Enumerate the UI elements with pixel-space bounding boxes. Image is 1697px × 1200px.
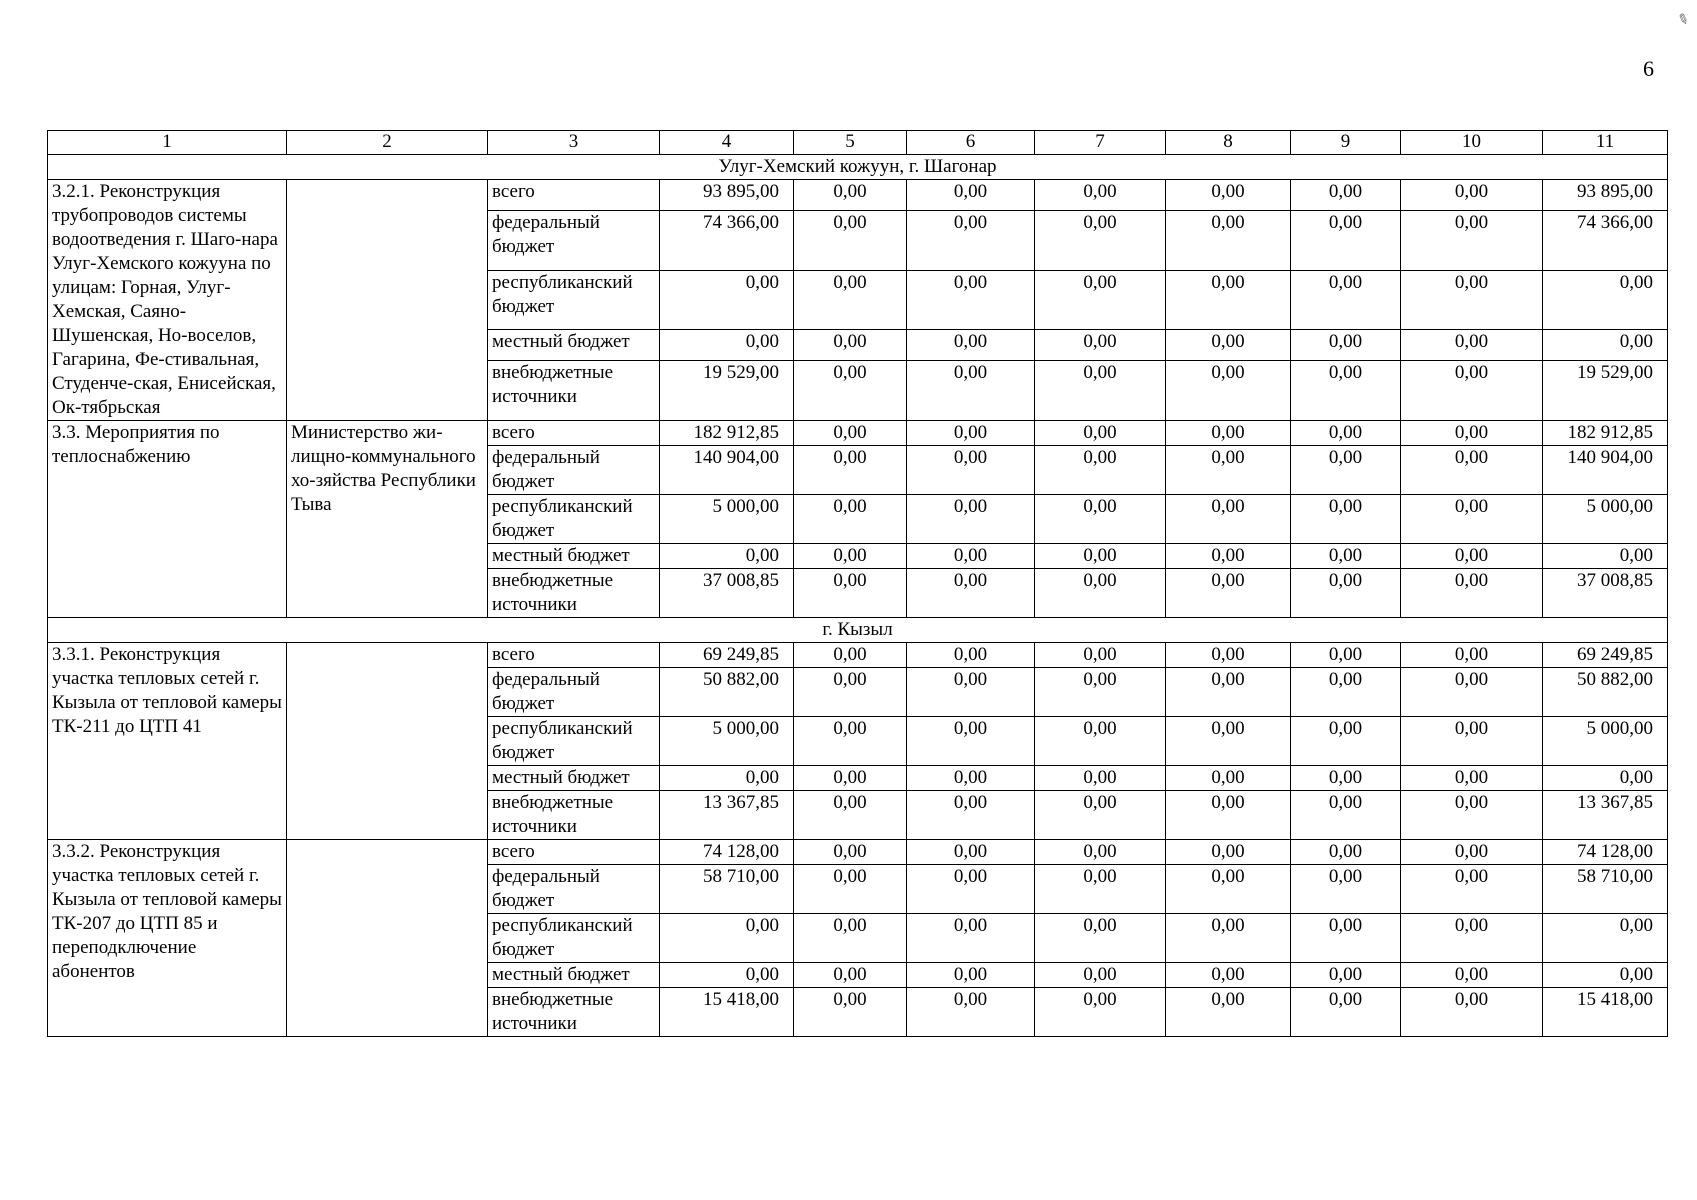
amount-cell: 0,00 (1291, 210, 1401, 270)
amount-cell: 0,00 (1291, 865, 1401, 914)
amount-cell: 0,00 (794, 766, 907, 791)
amount-cell: 0,00 (1401, 766, 1543, 791)
amount-cell: 0,00 (1291, 988, 1401, 1037)
amount-cell: 0,00 (1291, 270, 1401, 330)
amount-cell: 0,00 (794, 717, 907, 766)
amount-cell: 182 912,85 (660, 421, 794, 446)
amount-cell: 0,00 (1166, 717, 1291, 766)
column-number: 3 (488, 131, 660, 155)
page-number: 6 (1643, 56, 1654, 81)
amount-cell: 58 710,00 (660, 865, 794, 914)
amount-cell: 0,00 (794, 495, 907, 544)
amount-cell: 0,00 (907, 180, 1035, 211)
amount-cell: 0,00 (1543, 963, 1668, 988)
amount-cell: 74 128,00 (1543, 840, 1668, 865)
column-number: 9 (1291, 131, 1401, 155)
column-number-row (48, 131, 1668, 155)
funding-source-label: федеральный бюджет (488, 210, 660, 270)
amount-cell: 0,00 (1401, 210, 1543, 270)
amount-cell: 0,00 (907, 865, 1035, 914)
amount-cell: 0,00 (794, 544, 907, 569)
amount-cell: 0,00 (1543, 914, 1668, 963)
amount-cell: 19 529,00 (660, 361, 794, 421)
amount-cell: 0,00 (660, 544, 794, 569)
amount-cell: 0,00 (1401, 330, 1543, 361)
funding-source-label: федеральный бюджет (488, 865, 660, 914)
column-number: 5 (794, 131, 907, 155)
section-header-row (48, 155, 1668, 180)
amount-cell: 0,00 (1035, 421, 1166, 446)
funding-source-label: всего (488, 180, 660, 211)
section-title: г. Кызыл (48, 618, 1668, 643)
amount-cell: 0,00 (1166, 569, 1291, 618)
amount-cell: 0,00 (1035, 791, 1166, 840)
column-number: 4 (660, 131, 794, 155)
measure-name: 3.3.2. Реконструкция участка тепловых сетей г. Кызыла от тепловой камеры ТК-207 до ЦТП 85 и переподключение абонентов (48, 840, 287, 1037)
amount-cell: 0,00 (794, 210, 907, 270)
amount-cell: 0,00 (1035, 643, 1166, 668)
amount-cell: 0,00 (1166, 544, 1291, 569)
amount-cell: 0,00 (660, 963, 794, 988)
funding-source-label: республиканский бюджет (488, 495, 660, 544)
amount-cell: 0,00 (1035, 361, 1166, 421)
amount-cell: 0,00 (794, 569, 907, 618)
funding-source-label: внебюджетные источники (488, 988, 660, 1037)
funding-source-label: местный бюджет (488, 963, 660, 988)
amount-cell: 0,00 (1166, 668, 1291, 717)
amount-cell: 0,00 (1291, 791, 1401, 840)
amount-cell: 93 895,00 (660, 180, 794, 211)
amount-cell: 0,00 (907, 668, 1035, 717)
amount-cell: 0,00 (1401, 791, 1543, 840)
amount-cell: 0,00 (1291, 914, 1401, 963)
section-header-row (48, 618, 1668, 643)
scan-corner-mark: ✎ (1675, 11, 1692, 30)
table-row (48, 421, 1668, 446)
amount-cell: 15 418,00 (1543, 988, 1668, 1037)
amount-cell: 5 000,00 (1543, 717, 1668, 766)
measure-name: 3.2.1. Реконструкция трубопроводов системы водоотведения г. Шаго-нара Улуг-Хемского кожууна по улицам: Горная, Улуг-Хемская, Саяно-Шушенская, Но-воселов, Гагарина, Фе-стивальная, Студенче-ская, Енисейская, Ок-тябрьская (48, 180, 287, 421)
amount-cell: 0,00 (1543, 330, 1668, 361)
amount-cell: 0,00 (1166, 840, 1291, 865)
amount-cell: 0,00 (1166, 330, 1291, 361)
amount-cell: 58 710,00 (1543, 865, 1668, 914)
amount-cell: 0,00 (1166, 963, 1291, 988)
amount-cell: 0,00 (1401, 544, 1543, 569)
amount-cell: 15 418,00 (660, 988, 794, 1037)
amount-cell: 0,00 (1291, 330, 1401, 361)
amount-cell: 0,00 (1035, 914, 1166, 963)
amount-cell: 0,00 (660, 270, 794, 330)
amount-cell: 140 904,00 (660, 446, 794, 495)
amount-cell: 182 912,85 (1543, 421, 1668, 446)
amount-cell: 0,00 (1291, 963, 1401, 988)
amount-cell: 0,00 (1401, 668, 1543, 717)
amount-cell: 0,00 (794, 330, 907, 361)
executor-name (287, 840, 488, 1037)
amount-cell: 74 366,00 (1543, 210, 1668, 270)
amount-cell: 0,00 (1401, 270, 1543, 330)
executor-name (287, 643, 488, 840)
amount-cell: 0,00 (1166, 270, 1291, 330)
funding-source-label: республиканский бюджет (488, 717, 660, 766)
amount-cell: 0,00 (1035, 544, 1166, 569)
amount-cell: 0,00 (1166, 180, 1291, 211)
amount-cell: 0,00 (1291, 569, 1401, 618)
amount-cell: 0,00 (1035, 446, 1166, 495)
funding-source-label: республиканский бюджет (488, 914, 660, 963)
amount-cell: 0,00 (907, 988, 1035, 1037)
amount-cell: 0,00 (1035, 717, 1166, 766)
funding-source-label: республиканский бюджет (488, 270, 660, 330)
measure-name: 3.3. Мероприятия по теплоснабжению (48, 421, 287, 618)
amount-cell: 0,00 (660, 914, 794, 963)
amount-cell: 0,00 (907, 210, 1035, 270)
amount-cell: 0,00 (907, 446, 1035, 495)
amount-cell: 0,00 (1401, 361, 1543, 421)
amount-cell: 0,00 (1401, 643, 1543, 668)
amount-cell: 0,00 (907, 495, 1035, 544)
funding-source-label: федеральный бюджет (488, 446, 660, 495)
amount-cell: 0,00 (794, 840, 907, 865)
amount-cell: 0,00 (794, 988, 907, 1037)
amount-cell: 0,00 (1035, 766, 1166, 791)
amount-cell: 0,00 (794, 361, 907, 421)
column-number: 6 (907, 131, 1035, 155)
amount-cell: 93 895,00 (1543, 180, 1668, 211)
amount-cell: 19 529,00 (1543, 361, 1668, 421)
amount-cell: 0,00 (907, 717, 1035, 766)
amount-cell: 69 249,85 (660, 643, 794, 668)
table-row (48, 643, 1668, 668)
funding-source-label: внебюджетные источники (488, 569, 660, 618)
amount-cell: 0,00 (1035, 840, 1166, 865)
amount-cell: 0,00 (1035, 270, 1166, 330)
amount-cell: 0,00 (1401, 988, 1543, 1037)
amount-cell: 0,00 (1166, 914, 1291, 963)
amount-cell: 13 367,85 (660, 791, 794, 840)
amount-cell: 69 249,85 (1543, 643, 1668, 668)
amount-cell: 5 000,00 (660, 717, 794, 766)
amount-cell: 0,00 (907, 963, 1035, 988)
amount-cell: 140 904,00 (1543, 446, 1668, 495)
amount-cell: 0,00 (1166, 210, 1291, 270)
amount-cell: 0,00 (1401, 840, 1543, 865)
amount-cell: 0,00 (907, 569, 1035, 618)
amount-cell: 74 128,00 (660, 840, 794, 865)
amount-cell: 0,00 (1291, 717, 1401, 766)
amount-cell: 0,00 (907, 330, 1035, 361)
amount-cell: 0,00 (1401, 717, 1543, 766)
amount-cell: 0,00 (907, 840, 1035, 865)
amount-cell: 0,00 (794, 791, 907, 840)
amount-cell: 37 008,85 (1543, 569, 1668, 618)
amount-cell: 0,00 (1291, 421, 1401, 446)
amount-cell: 0,00 (660, 330, 794, 361)
amount-cell: 13 367,85 (1543, 791, 1668, 840)
amount-cell: 5 000,00 (1543, 495, 1668, 544)
amount-cell: 0,00 (794, 963, 907, 988)
amount-cell: 0,00 (1035, 569, 1166, 618)
amount-cell: 74 366,00 (660, 210, 794, 270)
funding-source-label: всего (488, 643, 660, 668)
amount-cell: 0,00 (1166, 791, 1291, 840)
amount-cell: 0,00 (1035, 495, 1166, 544)
amount-cell: 0,00 (1291, 668, 1401, 717)
amount-cell: 0,00 (794, 914, 907, 963)
table-row (48, 840, 1668, 865)
amount-cell: 0,00 (1291, 840, 1401, 865)
funding-source-label: всего (488, 421, 660, 446)
amount-cell: 37 008,85 (660, 569, 794, 618)
amount-cell: 0,00 (1166, 495, 1291, 544)
amount-cell: 0,00 (794, 643, 907, 668)
amount-cell: 0,00 (1291, 361, 1401, 421)
column-number: 2 (287, 131, 488, 155)
amount-cell: 0,00 (1401, 446, 1543, 495)
amount-cell: 0,00 (1035, 865, 1166, 914)
funding-source-label: местный бюджет (488, 766, 660, 791)
amount-cell: 0,00 (1166, 766, 1291, 791)
funding-source-label: местный бюджет (488, 330, 660, 361)
amount-cell: 0,00 (794, 270, 907, 330)
amount-cell: 50 882,00 (660, 668, 794, 717)
amount-cell: 0,00 (1166, 988, 1291, 1037)
amount-cell: 50 882,00 (1543, 668, 1668, 717)
amount-cell: 0,00 (1291, 643, 1401, 668)
amount-cell: 0,00 (1291, 544, 1401, 569)
amount-cell: 0,00 (794, 180, 907, 211)
amount-cell: 0,00 (1401, 569, 1543, 618)
amount-cell: 0,00 (907, 361, 1035, 421)
column-number: 10 (1401, 131, 1543, 155)
amount-cell: 0,00 (794, 421, 907, 446)
column-number: 7 (1035, 131, 1166, 155)
amount-cell: 0,00 (1166, 446, 1291, 495)
amount-cell: 0,00 (1166, 421, 1291, 446)
table-row (48, 180, 1668, 211)
amount-cell: 0,00 (660, 766, 794, 791)
column-number: 8 (1166, 131, 1291, 155)
section-title: Улуг-Хемский кожуун, г. Шагонар (48, 155, 1668, 180)
amount-cell: 0,00 (1291, 766, 1401, 791)
executor-name: Министерство жи-лищно-коммунального хо-зяйства Республики Тыва (287, 421, 488, 618)
amount-cell: 0,00 (907, 643, 1035, 668)
budget-table (47, 130, 1668, 1037)
executor-name (287, 180, 488, 421)
amount-cell: 0,00 (1166, 361, 1291, 421)
amount-cell: 0,00 (1035, 330, 1166, 361)
amount-cell: 0,00 (1035, 668, 1166, 717)
amount-cell: 0,00 (794, 865, 907, 914)
amount-cell: 0,00 (1035, 210, 1166, 270)
amount-cell: 0,00 (1035, 180, 1166, 211)
amount-cell: 0,00 (1401, 421, 1543, 446)
amount-cell: 5 000,00 (660, 495, 794, 544)
funding-source-label: внебюджетные источники (488, 791, 660, 840)
amount-cell: 0,00 (794, 446, 907, 495)
amount-cell: 0,00 (907, 421, 1035, 446)
column-number: 1 (48, 131, 287, 155)
amount-cell: 0,00 (907, 914, 1035, 963)
amount-cell: 0,00 (1291, 180, 1401, 211)
amount-cell: 0,00 (1291, 495, 1401, 544)
amount-cell: 0,00 (1401, 914, 1543, 963)
funding-source-label: всего (488, 840, 660, 865)
amount-cell: 0,00 (1401, 963, 1543, 988)
amount-cell: 0,00 (1543, 544, 1668, 569)
column-number: 11 (1543, 131, 1668, 155)
amount-cell: 0,00 (1166, 865, 1291, 914)
amount-cell: 0,00 (907, 791, 1035, 840)
amount-cell: 0,00 (1291, 446, 1401, 495)
amount-cell: 0,00 (1401, 865, 1543, 914)
funding-source-label: внебюджетные источники (488, 361, 660, 421)
amount-cell: 0,00 (1035, 963, 1166, 988)
amount-cell: 0,00 (794, 668, 907, 717)
funding-source-label: местный бюджет (488, 544, 660, 569)
amount-cell: 0,00 (907, 766, 1035, 791)
amount-cell: 0,00 (907, 270, 1035, 330)
amount-cell: 0,00 (1543, 270, 1668, 330)
amount-cell: 0,00 (907, 544, 1035, 569)
amount-cell: 0,00 (1035, 988, 1166, 1037)
funding-source-label: федеральный бюджет (488, 668, 660, 717)
amount-cell: 0,00 (1543, 766, 1668, 791)
amount-cell: 0,00 (1401, 495, 1543, 544)
measure-name: 3.3.1. Реконструкция участка тепловых сетей г. Кызыла от тепловой камеры ТК-211 до ЦТП 41 (48, 643, 287, 840)
amount-cell: 0,00 (1401, 180, 1543, 211)
amount-cell: 0,00 (1166, 643, 1291, 668)
